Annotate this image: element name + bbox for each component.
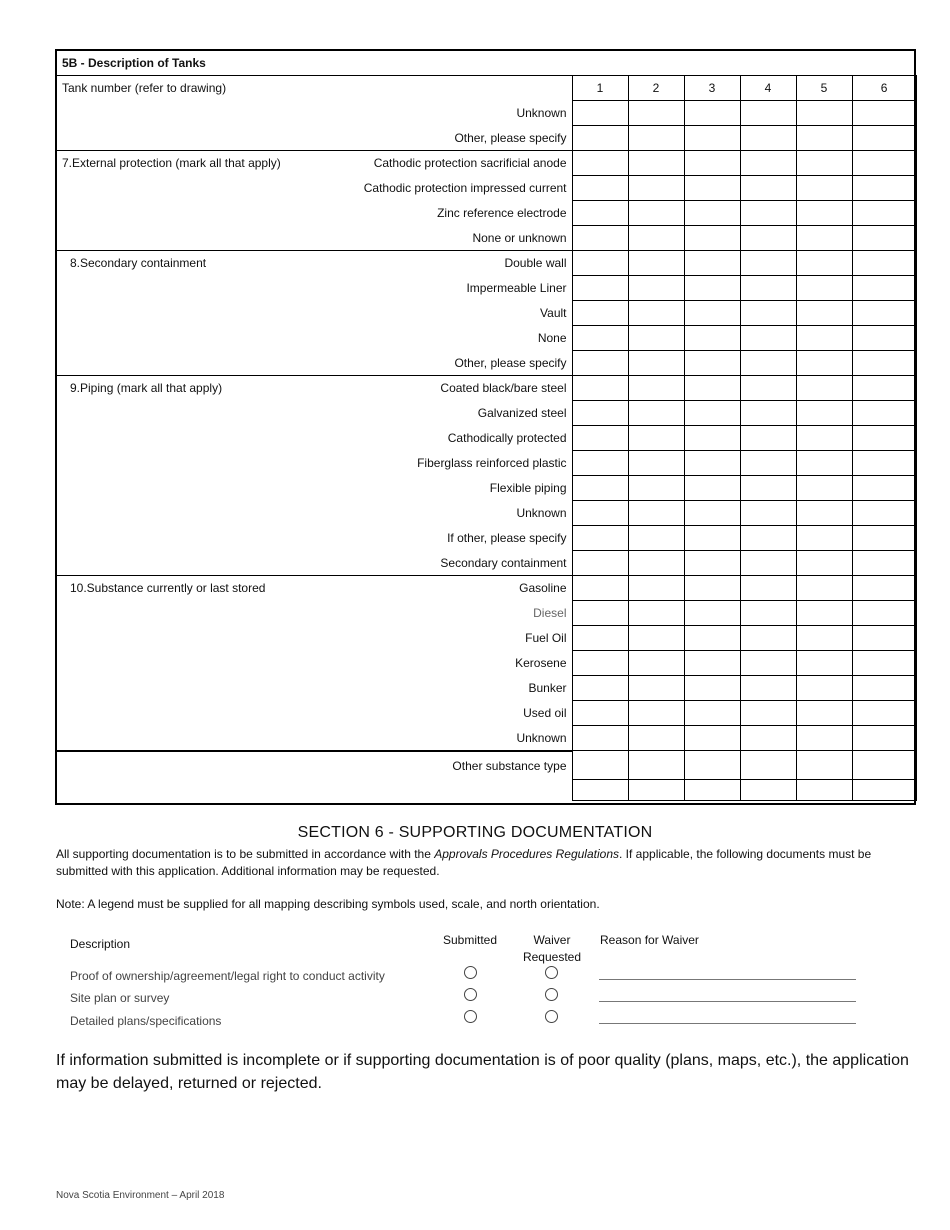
tank-cell[interactable] [572,501,628,526]
option-label: Unknown [315,501,572,526]
tank-cell[interactable] [628,426,684,451]
tank-cell[interactable] [572,626,628,651]
option-label: Cathodic protection sacrificial anode [315,151,572,176]
tank-cell[interactable] [796,676,852,701]
tank-cell[interactable] [852,351,916,376]
tank-cell[interactable] [572,651,628,676]
tank-cell[interactable] [684,151,740,176]
tank-cell[interactable] [628,651,684,676]
tank-cell[interactable] [572,201,628,226]
tank-cell[interactable] [852,676,916,701]
tank-column-header: 4 [740,76,796,101]
tank-cell[interactable] [852,601,916,626]
tank-cell[interactable] [572,426,628,451]
waiver-requested-header: Waiver Requested [522,933,582,964]
tank-cell[interactable] [740,226,796,251]
tank-cell[interactable] [572,726,628,751]
option-label: Cathodic protection impressed current [315,176,572,201]
tank-cell[interactable] [684,101,740,126]
tank-cell[interactable] [684,376,740,401]
tank-cell[interactable] [796,126,852,151]
submitted-radio[interactable] [464,988,477,1001]
tank-cell[interactable] [796,226,852,251]
option-label: Bunker [315,676,572,701]
tank-column-header: 6 [852,76,916,101]
tank-cell[interactable] [740,401,796,426]
tank-cell[interactable] [796,101,852,126]
option-label: Used oil [315,701,572,726]
tank-cell[interactable] [796,201,852,226]
tank-cell[interactable] [628,526,684,551]
tank-cell[interactable] [628,226,684,251]
tank-cell[interactable] [796,701,852,726]
tank-cell[interactable] [740,176,796,201]
waiver-reason-field[interactable] [599,1023,856,1024]
tank-cell[interactable] [572,276,628,301]
tank-cell[interactable] [852,726,916,751]
description-header: Description [70,937,131,951]
tank-cell[interactable] [572,551,628,576]
tank-cell[interactable] [628,301,684,326]
tank-cell[interactable] [684,301,740,326]
tank-cell[interactable] [684,651,740,676]
tank-cell[interactable] [628,101,684,126]
tank-cell[interactable] [684,251,740,276]
tank-cell[interactable] [684,780,740,801]
tank-cell[interactable] [740,501,796,526]
tank-cell[interactable] [796,151,852,176]
tank-cell[interactable] [684,526,740,551]
tank-cell[interactable] [740,326,796,351]
tank-cell[interactable] [628,501,684,526]
tank-cell[interactable] [572,751,628,780]
option-label: Unknown [315,726,572,751]
tank-cell[interactable] [572,780,628,801]
option-label: Unknown [315,101,572,126]
tank-cell[interactable] [852,226,916,251]
tank-cell[interactable] [740,676,796,701]
tank-number-label: Tank number (refer to drawing) [62,81,227,96]
tank-cell[interactable] [628,551,684,576]
tank-cell[interactable] [572,151,628,176]
tank-cell[interactable] [628,751,684,780]
tank-cell[interactable] [572,101,628,126]
tank-cell[interactable] [684,476,740,501]
tank-cell[interactable] [628,176,684,201]
tank-cell[interactable] [684,751,740,780]
document-item-site-plan: Site plan or survey [70,991,170,1005]
tank-cell[interactable] [684,326,740,351]
tank-cell[interactable] [572,351,628,376]
tank-cell[interactable] [740,301,796,326]
tank-cell[interactable] [852,701,916,726]
tank-cell[interactable] [628,351,684,376]
option-label: Galvanized steel [315,401,572,426]
option-label: Kerosene [315,651,572,676]
tank-cell[interactable] [572,326,628,351]
waiver-reason-field[interactable] [599,1001,856,1002]
option-label: Fiberglass reinforced plastic [315,451,572,476]
option-label: Coated black/bare steel [315,376,572,401]
option-label: Impermeable Liner [315,276,572,301]
tank-cell[interactable] [796,726,852,751]
tank-cell[interactable] [628,401,684,426]
tank-cell[interactable] [684,726,740,751]
tank-cell[interactable] [572,226,628,251]
tank-cell[interactable] [628,780,684,801]
option-label: None or unknown [315,226,572,251]
tank-cell[interactable] [572,126,628,151]
option-label: None [315,326,572,351]
tank-cell[interactable] [628,326,684,351]
tank-cell[interactable] [740,576,796,601]
tank-cell[interactable] [740,151,796,176]
tank-cell[interactable] [572,451,628,476]
tank-cell[interactable] [852,276,916,301]
tank-cell[interactable] [684,426,740,451]
tank-cell[interactable] [572,526,628,551]
tank-cell[interactable] [684,401,740,426]
tank-cell[interactable] [740,376,796,401]
option-label: Gasoline [315,576,572,601]
section-6-title: SECTION 6 - SUPPORTING DOCUMENTATION [297,824,653,841]
tank-cell[interactable] [796,551,852,576]
tank-cell[interactable] [796,176,852,201]
tank-cell[interactable] [852,451,916,476]
tank-cell[interactable] [628,676,684,701]
tank-column-header: 2 [628,76,684,101]
tank-cell[interactable] [684,351,740,376]
tank-cell[interactable] [628,701,684,726]
tank-cell[interactable] [852,201,916,226]
tank-cell[interactable] [740,726,796,751]
tank-cell[interactable] [740,351,796,376]
tank-cell[interactable] [628,201,684,226]
option-label: Flexible piping [315,476,572,501]
tank-cell[interactable] [684,601,740,626]
tank-cell[interactable] [796,301,852,326]
submitted-header: Submitted [443,933,498,947]
tank-cell[interactable] [740,201,796,226]
tank-cell[interactable] [684,201,740,226]
option-label: If other, please specify [315,526,572,551]
tank-cell[interactable] [740,651,796,676]
reason-for-waiver-header: Reason for Waiver [600,933,699,947]
tank-cell[interactable] [852,751,916,780]
tank-cell[interactable] [796,780,852,801]
tank-cell[interactable] [796,576,852,601]
tank-cell[interactable] [572,601,628,626]
footer-text: Nova Scotia Environment – April 2018 [56,1190,225,1201]
tank-cell[interactable] [796,601,852,626]
tank-cell[interactable] [852,376,916,401]
option-label: Other, please specify [315,351,572,376]
tank-column-header: 5 [796,76,852,101]
tank-cell[interactable] [852,401,916,426]
option-label: Double wall [315,251,572,276]
tank-cell[interactable] [852,501,916,526]
tank-cell[interactable] [740,251,796,276]
tank-cell[interactable] [740,451,796,476]
tank-cell[interactable] [796,651,852,676]
tank-cell[interactable] [628,726,684,751]
tank-cell[interactable] [796,526,852,551]
waiver-radio[interactable] [545,1010,558,1023]
tank-cell[interactable] [796,351,852,376]
tank-cell[interactable] [796,326,852,351]
tank-cell[interactable] [684,226,740,251]
tank-cell[interactable] [796,251,852,276]
group-label: 10.Substance currently or last stored [57,576,315,601]
submitted-radio[interactable] [464,966,477,979]
tank-cell[interactable] [852,301,916,326]
tank-cell[interactable] [628,451,684,476]
tank-cell[interactable] [740,601,796,626]
document-item-detailed-plans: Detailed plans/specifications [70,1014,222,1028]
tank-cell[interactable] [572,376,628,401]
section-5b-title: 5B - Description of Tanks [57,51,916,76]
tank-cell[interactable] [852,101,916,126]
tank-cell[interactable] [684,276,740,301]
tank-cell[interactable] [628,576,684,601]
other-substance-label: Other substance type [315,751,572,780]
tank-cell[interactable] [740,426,796,451]
tank-cell[interactable] [684,576,740,601]
tank-column-header: 1 [572,76,628,101]
tank-description-form [55,49,916,805]
tank-cell[interactable] [740,126,796,151]
tank-cell[interactable] [740,101,796,126]
tank-cell[interactable] [852,176,916,201]
tank-cell[interactable] [796,501,852,526]
tank-cell[interactable] [740,526,796,551]
tank-cell[interactable] [628,476,684,501]
tank-cell[interactable] [852,151,916,176]
tank-cell[interactable] [796,426,852,451]
tank-cell[interactable] [684,126,740,151]
section-6-intro: All supporting documentation is to be submitted in accordance with the Approvals Procedures Regulations. If applicable, the following documents must be submitted with this application. Additional information may be requested. [56,847,872,878]
tank-cell[interactable] [572,676,628,701]
group-label: 9.Piping (mark all that apply) [57,376,315,401]
tank-cell[interactable] [572,701,628,726]
tank-cell[interactable] [628,276,684,301]
tank-cell[interactable] [852,126,916,151]
option-label: Zinc reference electrode [315,201,572,226]
tank-cell[interactable] [684,676,740,701]
tank-cell[interactable] [852,426,916,451]
tank-cell[interactable] [852,651,916,676]
waiver-radio[interactable] [545,988,558,1001]
tank-cell[interactable] [852,780,916,801]
tank-cell[interactable] [796,476,852,501]
tank-cell[interactable] [684,176,740,201]
tank-cell[interactable] [684,451,740,476]
tank-cell[interactable] [740,626,796,651]
tank-cell[interactable] [852,526,916,551]
option-label: Fuel Oil [315,626,572,651]
tank-cell[interactable] [852,476,916,501]
tank-cell[interactable] [628,376,684,401]
tank-cell[interactable] [628,626,684,651]
tank-cell[interactable] [572,176,628,201]
tank-cell[interactable] [852,251,916,276]
tank-cell[interactable] [628,251,684,276]
group-label: 7.External protection (mark all that apply) [57,151,315,176]
tank-cell[interactable] [628,601,684,626]
tank-cell[interactable] [572,476,628,501]
tank-cell[interactable] [628,151,684,176]
tank-cell[interactable] [572,301,628,326]
legend-note: Note: A legend must be supplied for all mapping describing symbols used, scale, and north orientation. [56,897,600,911]
tank-cell[interactable] [852,326,916,351]
tank-cell[interactable] [572,401,628,426]
option-label: Other, please specify [315,126,572,151]
tank-cell[interactable] [684,701,740,726]
option-label: Vault [315,301,572,326]
tank-cell[interactable] [684,501,740,526]
waiver-radio[interactable] [545,966,558,979]
tank-cell[interactable] [572,576,628,601]
tank-cell[interactable] [852,626,916,651]
tank-cell[interactable] [740,780,796,801]
waiver-reason-field[interactable] [599,979,856,980]
tank-cell[interactable] [740,701,796,726]
tank-cell[interactable] [740,276,796,301]
tank-cell[interactable] [740,751,796,780]
incomplete-submission-warning: If information submitted is incomplete or if supporting documentation is of poor quality (plans, maps, etc.), the application may be delayed, returned or rejected. [56,1052,909,1092]
regulations-title: Approvals Procedures Regulations [434,847,619,861]
tank-cell[interactable] [684,626,740,651]
group-label: 8.Secondary containment [57,251,315,276]
tank-cell[interactable] [852,576,916,601]
option-label: Diesel [315,601,572,626]
tank-cell[interactable] [740,551,796,576]
tank-cell[interactable] [796,401,852,426]
option-label: Cathodically protected [315,426,572,451]
tank-cell[interactable] [796,626,852,651]
tank-column-header: 3 [684,76,740,101]
tank-cell[interactable] [796,751,852,780]
submitted-radio[interactable] [464,1010,477,1023]
tank-cell[interactable] [628,126,684,151]
tank-description-table [57,51,917,801]
tank-cell[interactable] [572,251,628,276]
tank-cell[interactable] [796,376,852,401]
tank-cell[interactable] [796,276,852,301]
document-item-proof-of-ownership: Proof of ownership/agreement/legal right to conduct activity [70,969,385,983]
tank-cell[interactable] [684,551,740,576]
tank-cell[interactable] [740,476,796,501]
tank-cell[interactable] [796,451,852,476]
tank-cell[interactable] [852,551,916,576]
option-label: Secondary containment [315,551,572,576]
